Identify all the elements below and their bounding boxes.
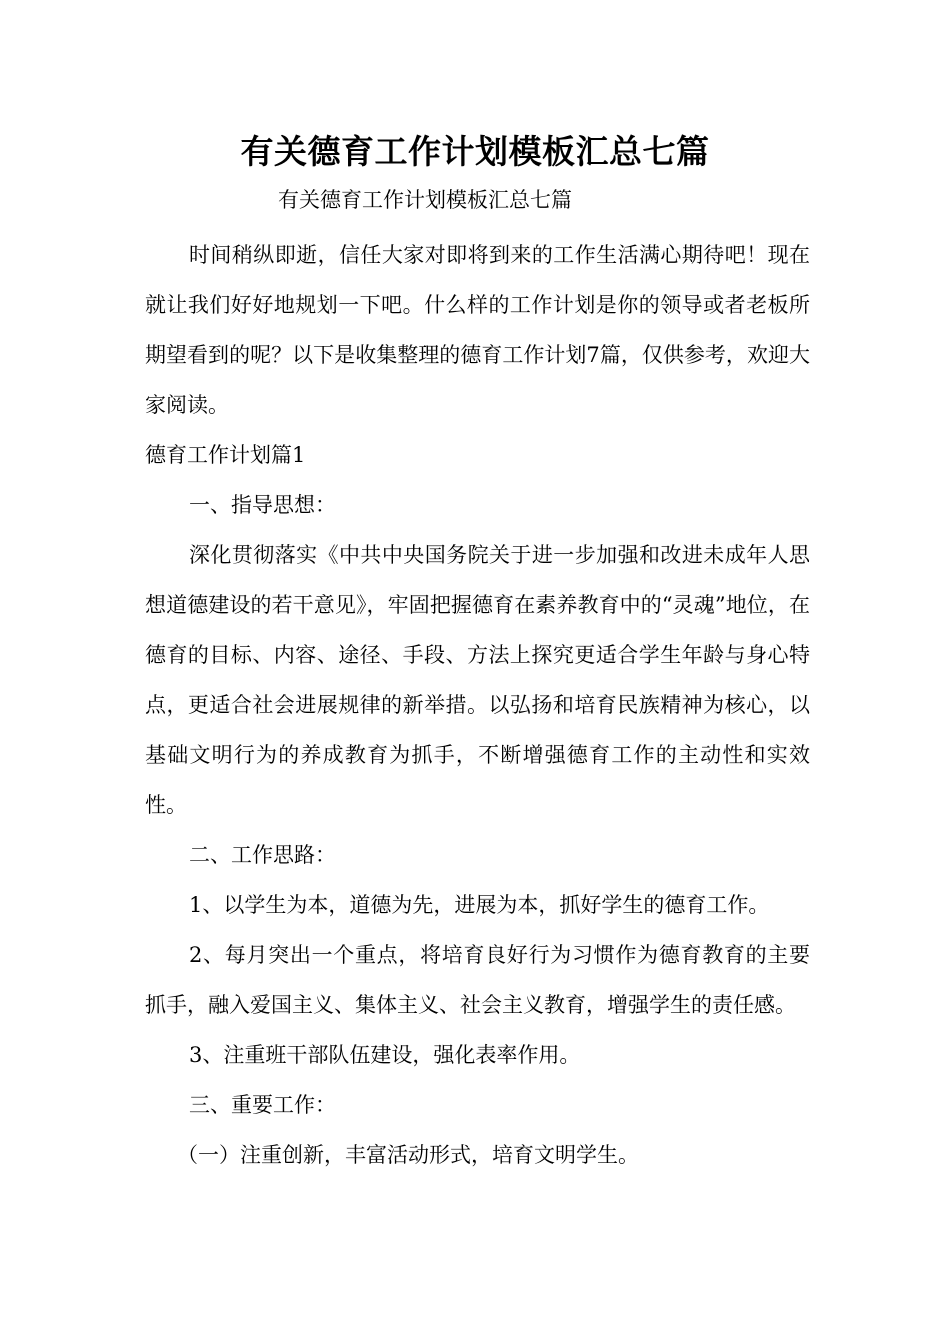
work-approach-item-1: 1、以学生为本，道德为先，进展为本，抓好学生的德育工作。	[189, 893, 770, 917]
heading-key-work: 三、重要工作：	[189, 1093, 336, 1117]
work-approach-item-3: 3、注重班干部队伍建设，强化表率作用。	[189, 1043, 581, 1067]
section-heading-plan-1: 德育工作计划篇1	[145, 443, 306, 467]
document-title: 有关德育工作计划模板汇总七篇	[240, 132, 710, 171]
heading-guiding-ideology: 一、指导思想：	[189, 493, 336, 517]
document-body	[145, 230, 810, 1180]
heading-work-approach: 二、工作思路：	[189, 843, 336, 867]
key-work-item-1: （一）注重创新，丰富活动形式，培育文明学生。	[177, 1143, 639, 1167]
work-approach-item-2: 2、每月突出一个重点，将培育良好行为习惯作为德育教育的主要抓手，融入爱国主义、集体主义、社会主义教育，增强学生的责任感。	[145, 943, 810, 1017]
document-subtitle: 有关德育工作计划模板汇总七篇	[278, 188, 572, 212]
guiding-ideology-paragraph: 深化贯彻落实《中共中央国务院关于进一步加强和改进未成年人思想道德建设的若干意见》，牢固把握德育在素养教育中的“灵魂”地位，在德育的目标、内容、途径、手段、方法上探究更适合学生年龄与身心特点，更适合社会进展规律的新举措。以弘扬和培育民族精神为核心，以基础文明行为的养成教育为抓手，不断增强德育工作的主动性和实效性。	[145, 543, 810, 817]
intro-paragraph: 时间稍纵即逝，信任大家对即将到来的工作生活满心期待吧！现在就让我们好好地规划一下吧。什么样的工作计划是你的领导或者老板所期望看到的呢？以下是收集整理的德育工作计划7篇，仅供参考，欢迎大家阅读。	[145, 243, 810, 417]
